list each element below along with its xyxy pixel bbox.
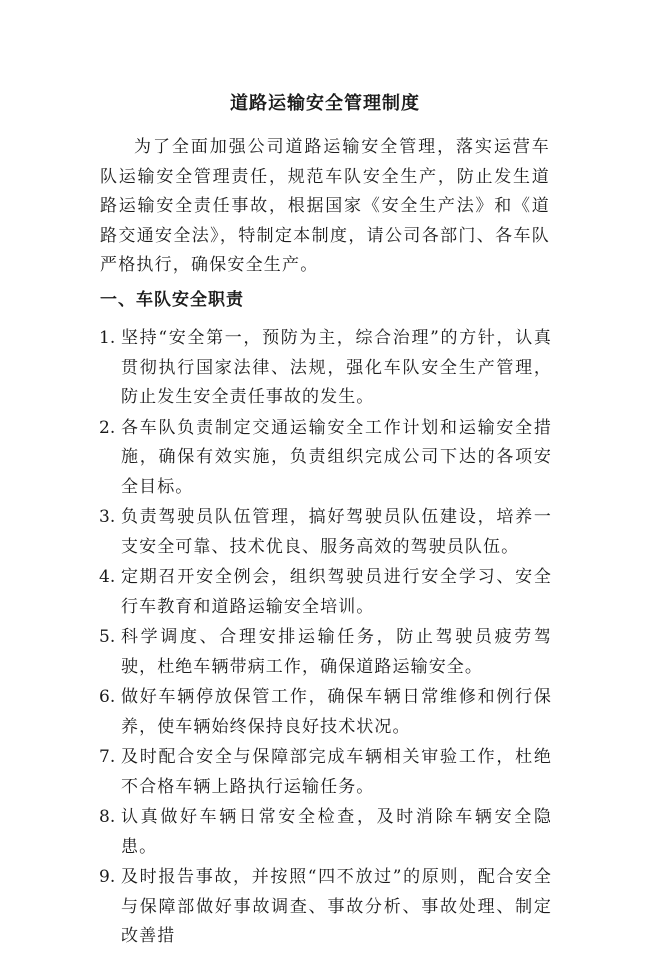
item-number: 7. (99, 747, 116, 767)
item-number: 5. (99, 627, 116, 647)
item-number: 4. (99, 567, 116, 587)
item-text: 定期召开安全例会，组织驾驶员进行安全学习、安全行车教育和道路运输安全培训。 (121, 567, 552, 617)
list-item (100, 743, 552, 802)
item-number: 3. (99, 507, 116, 527)
list-item (100, 683, 552, 742)
section-heading: 一、车队安全职责 (100, 290, 244, 310)
list-item (100, 414, 552, 503)
item-number: 8. (99, 807, 116, 827)
item-text: 坚持“安全第一，预防为主，综合治理”的方针，认真贯彻执行国家法律、法规，强化车队安全生产管理，防止发生安全责任事故的发生。 (121, 328, 552, 407)
list-item (100, 563, 552, 622)
item-text: 科学调度、合理安排运输任务，防止驾驶员疲劳驾驶，杜绝车辆带病工作，确保道路运输安全。 (121, 627, 552, 677)
document-title: 道路运输安全管理制度 (230, 93, 420, 114)
item-text: 负责驾驶员队伍管理，搞好驾驶员队伍建设，培养一支安全可靠、技术优良、服务高效的驾驶员队伍。 (121, 507, 552, 557)
item-text: 各车队负责制定交通运输安全工作计划和运输安全措施，确保有效实施，负责组织完成公司下达的各项安全目标。 (121, 417, 552, 497)
list-item (100, 623, 552, 682)
list-item (100, 863, 552, 952)
item-number: 1. (99, 328, 116, 348)
intro-paragraph: 为了全面加强公司道路运输安全管理，落实运营车队运输安全管理责任，规范车队安全生产，防止发生道路运输安全责任事故，根据国家《安全生产法》和《道路交通安全法》，特制定本制度，请公司各部门、各车队严格执行，确保安全生产。 (100, 137, 550, 275)
item-text: 认真做好车辆日常安全检查，及时消除车辆安全隐患。 (121, 807, 552, 857)
item-text: 及时配合安全与保障部完成车辆相关审验工作，杜绝不合格车辆上路执行运输任务。 (121, 747, 552, 797)
list-item (100, 503, 552, 562)
item-text: 及时报告事故，并按照“四不放过”的原则，配合安全与保障部做好事故调查、事故分析、事故处理、制定改善措 (121, 867, 552, 946)
list-item (100, 324, 552, 413)
item-number: 6. (99, 687, 116, 707)
list-item (100, 803, 552, 862)
item-number: 9. (99, 867, 116, 887)
item-text: 做好车辆停放保管工作，确保车辆日常维修和例行保养，使车辆始终保持良好技术状况。 (121, 687, 552, 737)
duty-list (100, 324, 552, 953)
item-number: 2. (99, 417, 116, 438)
